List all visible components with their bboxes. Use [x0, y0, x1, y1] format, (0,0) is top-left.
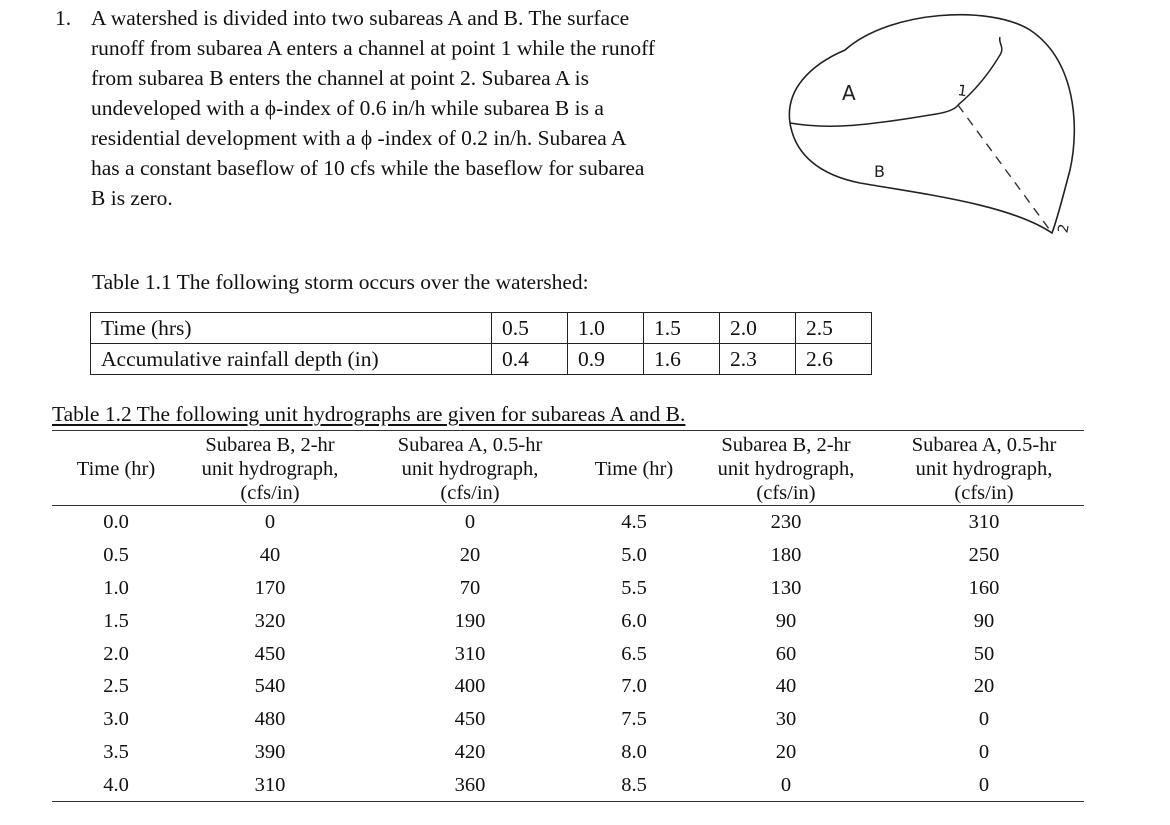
table-row — [52, 703, 1084, 736]
problem-line: B is zero. — [91, 186, 173, 210]
header-line: Subarea A, 0.5-hr — [911, 434, 1057, 456]
table-cell: 320 — [254, 609, 286, 632]
header-line: (cfs/in) — [756, 482, 816, 504]
header-line: (cfs/in) — [240, 482, 300, 504]
table-cell: 130 — [770, 576, 802, 599]
table-cell: 2.5 — [103, 675, 129, 698]
table-cell: 3.5 — [103, 740, 129, 763]
header-line: Subarea B, 2-hr — [721, 434, 851, 456]
table-cell: 0.9 — [568, 344, 644, 375]
label-point-1: 1 — [956, 81, 969, 101]
table-cell: 310 — [180, 768, 360, 801]
table1-caption: Table 1.1 The following storm occurs over the watershed: — [92, 270, 589, 294]
table-cell: 6.0 — [621, 609, 647, 632]
problem-line: runoff from subarea A enters a channel at point 1 while the runoff — [91, 36, 656, 60]
header-line: unit hydrograph, — [915, 458, 1053, 480]
table-cell: 0.5 — [492, 313, 568, 344]
table-cell: 8.5 — [580, 768, 688, 801]
table-cell: 180 — [770, 544, 802, 567]
table-cell: 2.0 — [720, 313, 796, 344]
table-cell: 480 — [254, 708, 286, 731]
table-row — [52, 670, 1084, 703]
table-cell: 1.5 — [644, 313, 720, 344]
table-cell: 420 — [454, 740, 486, 763]
table-cell: 60 — [775, 642, 797, 665]
table-row — [52, 768, 1084, 801]
table-cell: 0 — [264, 511, 276, 534]
watershed-sketch — [770, 5, 1090, 255]
problem-line: has a constant baseflow of 10 cfs while the baseflow for subarea — [91, 156, 645, 180]
problem-number: 1. — [55, 6, 72, 30]
col-header-subarea-a — [360, 431, 580, 506]
table-cell: 5.0 — [621, 544, 647, 567]
table-cell: 4.0 — [52, 768, 180, 801]
table-cell: 30 — [775, 708, 797, 731]
row-label: Time (hrs) — [91, 313, 492, 344]
header-line: Subarea A, 0.5-hr — [397, 434, 543, 456]
table-cell: 170 — [254, 576, 286, 599]
table-cell: 1.0 — [103, 576, 129, 599]
table-cell: 190 — [454, 609, 486, 632]
table-row — [52, 572, 1084, 605]
table-cell: 2.0 — [103, 642, 129, 665]
table-cell: 50 — [973, 642, 995, 665]
table2-caption — [52, 402, 685, 427]
table-cell: 5.5 — [621, 576, 647, 599]
table-header-row — [52, 431, 1084, 506]
table-row — [52, 637, 1084, 670]
table-cell: 7.0 — [621, 675, 647, 698]
table-cell: 1.0 — [568, 313, 644, 344]
table-row — [52, 604, 1084, 637]
table-cell: 90 — [973, 609, 995, 632]
table-row — [52, 506, 1084, 539]
table-cell: 4.5 — [621, 511, 647, 534]
table2-caption-text: Table 1.2 The following unit hydrographs are given for subareas A and B. — [52, 402, 686, 426]
header-line: Subarea B, 2-hr — [205, 434, 335, 456]
table-cell: 40 — [775, 675, 797, 698]
table-cell: 450 — [454, 708, 486, 731]
col-header-time: Time (hr) — [52, 431, 180, 506]
table-cell: 310 — [454, 642, 486, 665]
table-cell: 400 — [454, 675, 486, 698]
label-b: B — [874, 162, 885, 181]
header-line: unit hydrograph, — [717, 458, 855, 480]
table-cell: 40 — [259, 544, 281, 567]
table-cell: 0 — [978, 740, 990, 763]
table-cell: 250 — [968, 544, 1000, 567]
table-row — [91, 313, 872, 344]
label-point-2: 2 — [1055, 222, 1073, 235]
unit-hydrograph-table — [52, 430, 1084, 802]
watershed-outline — [789, 15, 1074, 233]
subarea-divide — [790, 105, 958, 126]
table-cell: 70 — [459, 576, 481, 599]
table-cell: 20 — [459, 544, 481, 567]
table-cell: 0.0 — [103, 511, 129, 534]
header-line: (cfs/in) — [954, 482, 1014, 504]
problem-text — [91, 3, 767, 213]
table-cell: 0 — [464, 511, 476, 534]
table-cell: 1.5 — [103, 609, 129, 632]
table-cell: 2.5 — [796, 313, 872, 344]
col-header-subarea-b — [180, 431, 360, 506]
table-row — [52, 539, 1084, 572]
storm-table — [90, 312, 872, 375]
table-cell: 2.3 — [720, 344, 796, 375]
table-cell: 1.6 — [644, 344, 720, 375]
table-cell: 8.0 — [621, 740, 647, 763]
table-cell: 310 — [968, 511, 1000, 534]
table-cell: 6.5 — [621, 642, 647, 665]
problem-line: from subarea B enters the channel at point 2. Subarea A is — [91, 66, 589, 90]
header-line: unit hydrograph, — [201, 458, 339, 480]
table-cell: 230 — [770, 511, 802, 534]
table-cell: 20 — [775, 740, 797, 763]
col-header-subarea-a — [884, 431, 1084, 506]
table-cell: 90 — [775, 609, 797, 632]
table-row — [91, 344, 872, 375]
table-cell: 160 — [968, 576, 1000, 599]
header-line: unit hydrograph, — [401, 458, 539, 480]
table-cell: 0 — [884, 768, 1084, 801]
table-cell: 0.4 — [492, 344, 568, 375]
table-cell: 540 — [254, 675, 286, 698]
table-cell: 0 — [978, 708, 990, 731]
channel-line — [958, 105, 1052, 233]
table-cell: 7.5 — [621, 708, 647, 731]
header-line: (cfs/in) — [440, 482, 500, 504]
label-a: A — [842, 81, 856, 105]
table-cell: 0.5 — [103, 544, 129, 567]
problem-line: A watershed is divided into two subareas A and B. The surface — [91, 6, 630, 30]
col-header-time: Time (hr) — [580, 431, 688, 506]
row-label: Accumulative rainfall depth (in) — [91, 344, 492, 375]
problem-line: residential development with a ϕ -index of 0.2 in/h. Subarea A — [91, 126, 627, 150]
table-cell: 2.6 — [796, 344, 872, 375]
table-cell: 390 — [254, 740, 286, 763]
col-header-subarea-b — [688, 431, 884, 506]
table-row — [52, 736, 1084, 769]
problem-line: undeveloped with a ϕ-index of 0.6 in/h while subarea B is a — [91, 96, 604, 120]
table-cell: 20 — [973, 675, 995, 698]
table-cell: 3.0 — [103, 708, 129, 731]
table-cell: 0 — [688, 768, 884, 801]
table-cell: 360 — [360, 768, 580, 801]
table-cell: 450 — [254, 642, 286, 665]
